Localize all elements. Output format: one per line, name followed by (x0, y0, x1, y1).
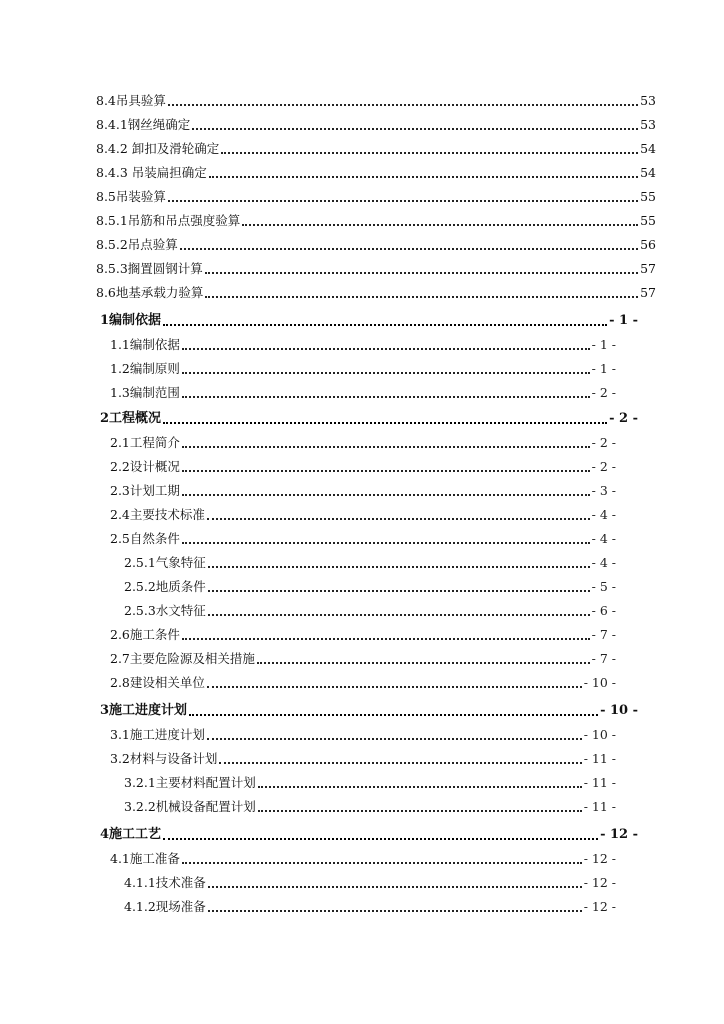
dot-leader (207, 737, 582, 740)
toc-entry-page: 55 (640, 189, 656, 204)
toc-entry[interactable] (110, 384, 616, 402)
toc-entry-label: 2.5.1气象特征 (124, 555, 206, 570)
toc-entry-label: 1.1编制依据 (110, 337, 180, 352)
toc-entry-label: 8.5.3搁置圆钢计算 (96, 261, 203, 276)
toc-entry-label: 3.2材料与设备计划 (110, 751, 218, 766)
dot-leader (182, 445, 590, 448)
toc-entry-label: 4.1.2现场准备 (124, 899, 206, 914)
toc-entry-page: - 3 - (591, 483, 616, 498)
toc-entry-page: 57 (640, 285, 656, 300)
dot-leader (208, 909, 582, 912)
toc-entry-label: 3.2.2机械设备配置计划 (124, 799, 256, 814)
toc-entry[interactable] (110, 360, 616, 378)
dot-leader (180, 247, 638, 250)
toc-entry-page: - 11 - (583, 799, 616, 814)
toc-entry-chapter[interactable] (100, 702, 638, 720)
toc-entry-label: 4.1施工准备 (110, 851, 180, 866)
toc-entry-label: 8.4.3 吊装扁担确定 (96, 165, 207, 180)
dot-leader (207, 517, 590, 520)
dot-leader (257, 661, 590, 664)
toc-entry-page: - 12 - (583, 875, 616, 890)
toc-entry-page: - 2 - (591, 459, 616, 474)
dot-leader (205, 295, 638, 298)
toc-entry-label: 8.4.1钢丝绳确定 (96, 117, 191, 132)
toc-entry-page: 53 (640, 117, 656, 132)
toc-entry-page: - 7 - (591, 627, 616, 642)
dot-leader (163, 421, 607, 424)
dot-leader (182, 347, 590, 350)
toc-entry[interactable] (96, 140, 656, 158)
toc-entry[interactable] (96, 236, 656, 254)
toc-entry[interactable] (96, 212, 656, 230)
toc-entry[interactable] (110, 850, 616, 868)
toc-entry-label: 3施工进度计划 (100, 703, 188, 718)
toc-entry-page: - 4 - (591, 531, 616, 546)
toc-entry[interactable] (110, 674, 616, 692)
toc-entry[interactable] (110, 650, 616, 668)
toc-entry[interactable] (110, 750, 616, 768)
dot-leader (182, 371, 590, 374)
toc-entry-page: 54 (640, 141, 656, 156)
toc-entry[interactable] (96, 260, 656, 278)
dot-leader (168, 199, 638, 202)
toc-entry-page: 57 (640, 261, 656, 276)
toc-entry[interactable] (124, 874, 616, 892)
toc-entry[interactable] (110, 458, 616, 476)
toc-entry-label: 1.2编制原则 (110, 361, 180, 376)
dot-leader (163, 837, 598, 840)
toc-entry-label: 2.3计划工期 (110, 483, 180, 498)
dot-leader (258, 785, 582, 788)
toc-entry[interactable] (110, 530, 616, 548)
dot-leader (219, 761, 581, 764)
toc-entry-page: - 10 - (600, 703, 638, 718)
toc-entry-label: 3.2.1主要材料配置计划 (124, 775, 256, 790)
toc-entry-chapter[interactable] (100, 312, 638, 330)
dot-leader (182, 861, 582, 864)
toc-entry-label: 3.1施工进度计划 (110, 727, 205, 742)
toc-entry[interactable] (124, 774, 616, 792)
toc-entry[interactable] (96, 188, 656, 206)
dot-leader (182, 395, 590, 398)
toc-entry[interactable] (110, 482, 616, 500)
toc-entry-label: 8.4吊具验算 (96, 93, 166, 108)
toc-entry-chapter[interactable] (100, 410, 638, 428)
dot-leader (208, 565, 590, 568)
toc-entry-page: - 1 - (609, 313, 638, 328)
toc-entry[interactable] (110, 626, 616, 644)
toc-entry-label: 2.2设计概况 (110, 459, 180, 474)
toc-entry[interactable] (124, 578, 616, 596)
toc-entry-label: 2.8建设相关单位 (110, 675, 205, 690)
dot-leader (182, 493, 590, 496)
dot-leader (209, 175, 638, 178)
toc-entry-page: - 4 - (591, 507, 616, 522)
toc-entry-label: 2.7主要危险源及相关措施 (110, 651, 255, 666)
dot-leader (168, 103, 638, 106)
toc-entry-page: - 4 - (591, 555, 616, 570)
toc-entry-label: 4施工工艺 (100, 827, 162, 842)
toc-entry-page: - 7 - (591, 651, 616, 666)
toc-entry[interactable] (96, 92, 656, 110)
dot-leader (207, 685, 582, 688)
toc-entry-label: 2.5.2地质条件 (124, 579, 206, 594)
toc-entry-page: - 10 - (583, 727, 616, 742)
toc-entry-page: - 12 - (583, 851, 616, 866)
dot-leader (182, 637, 590, 640)
toc-entry-page: 53 (640, 93, 656, 108)
toc-entry-label: 2.5.3水文特征 (124, 603, 206, 618)
toc-entry-label: 8.5.2吊点验算 (96, 237, 178, 252)
toc-entry-page: - 5 - (591, 579, 616, 594)
dot-leader (208, 613, 590, 616)
toc-entry-page: - 2 - (609, 411, 638, 426)
toc-entry[interactable] (124, 898, 616, 916)
toc-entry[interactable] (124, 554, 616, 572)
toc-entry-label: 2.1工程简介 (110, 435, 180, 450)
toc-entry-page: - 2 - (591, 385, 616, 400)
toc-entry[interactable] (110, 434, 616, 452)
toc-entry[interactable] (96, 164, 656, 182)
toc-entry[interactable] (110, 726, 616, 744)
dot-leader (242, 223, 638, 226)
dot-leader (182, 469, 590, 472)
toc-entry-page: - 11 - (583, 751, 616, 766)
toc-entry[interactable] (96, 116, 656, 134)
toc-entry-page: - 10 - (583, 675, 616, 690)
toc-entry[interactable] (124, 798, 616, 816)
toc-entry-page: - 2 - (591, 435, 616, 450)
toc-entry-page: - 1 - (591, 361, 616, 376)
toc-entry-label: 8.4.2 卸扣及滑轮确定 (96, 141, 220, 156)
toc-entry[interactable] (110, 336, 616, 354)
toc-entry-label: 2.5自然条件 (110, 531, 180, 546)
dot-leader (192, 127, 638, 130)
dot-leader (258, 809, 582, 812)
toc-entry-page: - 1 - (591, 337, 616, 352)
toc-entry-page: 56 (640, 237, 656, 252)
toc-entry-label: 2.6施工条件 (110, 627, 180, 642)
toc-entry-label: 1编制依据 (100, 313, 162, 328)
toc-entry-label: 1.3编制范围 (110, 385, 180, 400)
toc-entry-label: 8.6地基承载力验算 (96, 285, 204, 300)
toc-entry-label: 8.5吊装验算 (96, 189, 166, 204)
toc-entry-page: 55 (640, 213, 656, 228)
toc-entry-page: 54 (640, 165, 656, 180)
toc-entry-label: 2工程概况 (100, 411, 162, 426)
toc-entry-label: 8.5.1吊筋和吊点强度验算 (96, 213, 241, 228)
toc-entry-label: 4.1.1技术准备 (124, 875, 206, 890)
toc-entry-page: - 12 - (600, 827, 638, 842)
dot-leader (208, 885, 582, 888)
dot-leader (163, 323, 607, 326)
toc-entry[interactable] (110, 506, 616, 524)
toc-entry-chapter[interactable] (100, 826, 638, 844)
dot-leader (208, 589, 590, 592)
dot-leader (189, 713, 598, 716)
toc-entry-page: - 12 - (583, 899, 616, 914)
toc-entry-page: - 6 - (591, 603, 616, 618)
dot-leader (221, 151, 638, 154)
dot-leader (205, 271, 638, 274)
toc-entry[interactable] (124, 602, 616, 620)
toc-entry[interactable] (96, 284, 656, 302)
toc-entry-label: 2.4主要技术标准 (110, 507, 205, 522)
toc-entry-page: - 11 - (583, 775, 616, 790)
dot-leader (182, 541, 590, 544)
